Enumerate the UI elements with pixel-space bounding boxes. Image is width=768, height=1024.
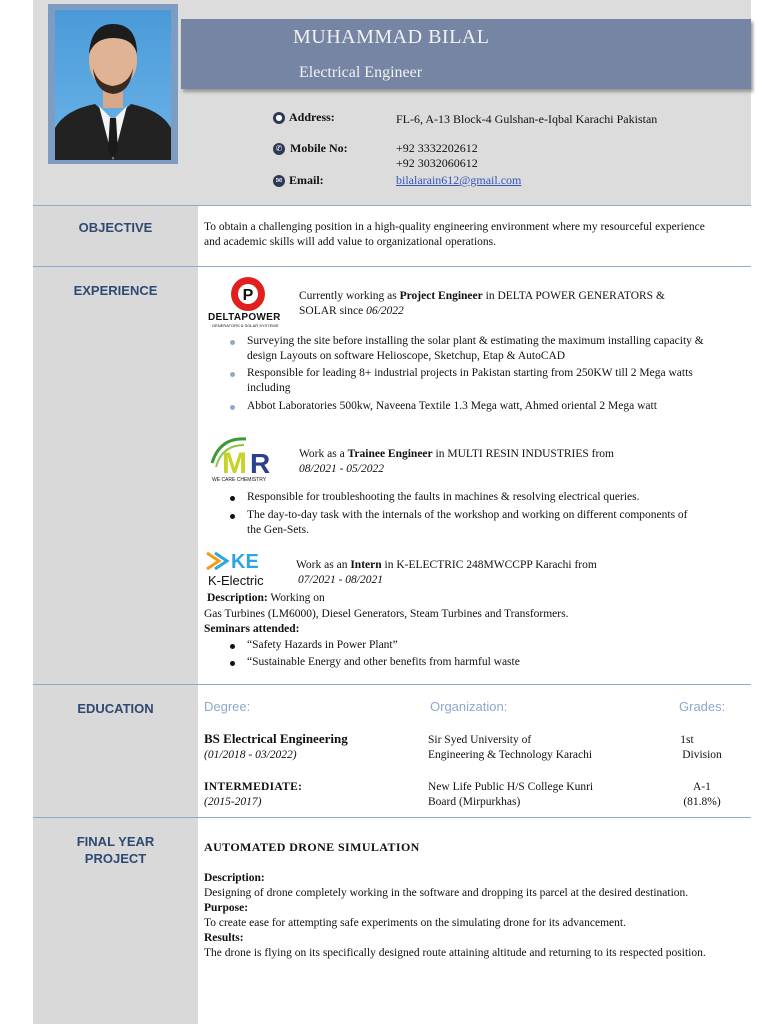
- job2-heading: Work as a Trainee Engineer in MULTI RESIN INDUSTRIES from 08/2021 - 05/2022: [299, 448, 614, 475]
- project-heading-line1: FINAL YEAR: [76, 834, 155, 849]
- edu-grade-2a: A-1: [693, 781, 711, 793]
- edu-grade-2b: (81.8%): [683, 796, 721, 808]
- project-results-label: Results:: [204, 932, 244, 944]
- section-divider: [33, 684, 198, 685]
- edu-org-1a: Sir Syed University of: [428, 734, 532, 746]
- svg-text:KE: KE: [231, 551, 259, 573]
- objective-text: To obtain a challenging position in a high-quality engineering environment where my resourceful experience and academic skills will add value to organizational operations.: [204, 221, 705, 248]
- project-title: AUTOMATED DRONE SIMULATION: [204, 840, 420, 854]
- education-heading: EDUCATION: [77, 701, 154, 716]
- address-value: FL-6, A-13 Block-4 Gulshan-e-Iqbal Karachi Pakistan: [396, 112, 658, 126]
- education-col-grades: Grades:: [679, 699, 726, 714]
- project-details: [204, 871, 729, 961]
- deltapower-tagline: GENERATORS & SOLAR SYSTEMS: [212, 323, 279, 328]
- edu-dates-2: (2015-2017): [204, 796, 262, 808]
- deltapower-wordmark: DELTAPOWER: [208, 312, 281, 323]
- edu-grade-1b: Division: [682, 749, 722, 761]
- section-divider: [33, 205, 198, 206]
- mobile-label: Mobile No:: [290, 141, 348, 155]
- edu-degree-1: BS Electrical Engineering: [204, 731, 348, 746]
- address-label: Address:: [289, 110, 335, 124]
- job1-heading: Currently working as Project Engineer in DELTA POWER GENERATORS & SOLAR since 06/2022: [299, 290, 665, 317]
- edu-grade-1a: 1st: [680, 734, 694, 746]
- email-label: Email:: [289, 173, 324, 187]
- experience-heading: EXPERIENCE: [73, 283, 158, 298]
- location-pin-icon: ●: [273, 112, 285, 124]
- phone-icon: ✆: [273, 143, 285, 155]
- edu-degree-2: INTERMEDIATE:: [204, 781, 303, 793]
- email-icon: ✉: [273, 175, 285, 187]
- k-electric-logo: [205, 549, 285, 573]
- section-divider: [33, 817, 198, 818]
- list-item: “Sustainable Energy and other benefits from harmful waste: [225, 655, 695, 670]
- svg-text:M: M: [222, 447, 247, 480]
- job3-description-label-row: Description: Working on: [207, 592, 325, 604]
- education-col-degree: Degree:: [204, 699, 251, 714]
- section-divider: [33, 266, 198, 267]
- edu-org-2a: New Life Public H/S College Kunri: [428, 781, 594, 793]
- k-electric-wordmark: K-Electric: [208, 573, 264, 588]
- mobile-number-2: +92 3032060612: [396, 156, 478, 170]
- project-purpose: To create ease for attempting safe experiments on the simulating drone for its advancement.: [204, 917, 626, 929]
- job1-bullets: [225, 334, 725, 414]
- edu-dates-1: (01/2018 - 03/2022): [204, 749, 297, 761]
- job3-seminars-label: Seminars attended:: [204, 623, 300, 635]
- section-sidebar: [33, 205, 198, 1024]
- profile-photo: [55, 10, 171, 160]
- section-divider: [198, 684, 751, 685]
- education-col-organization: Organization:: [430, 699, 508, 714]
- list-item: Responsible for leading 8+ industrial projects in Pakistan starting from 250KW till 2 Mega watts including: [225, 366, 725, 396]
- section-divider: [198, 817, 751, 818]
- project-purpose-label: Purpose:: [204, 902, 249, 914]
- project-results: The drone is flying on its specifically designed route attaining altitude and returning to its respected position.: [204, 947, 706, 959]
- job3-description: Gas Turbines (LM6000), Diesel Generators, Steam Turbines and Transformers.: [204, 608, 569, 620]
- job3-seminars: [225, 638, 695, 670]
- candidate-title: Electrical Engineer: [299, 64, 423, 81]
- project-description: Designing of drone completely working in the software and dropping its parcel at the desired destination.: [204, 887, 689, 899]
- list-item: Abbot Laboratories 500kw, Naveena Textile 1.3 Mega watt, Ahmed oriental 2 Mega watt: [225, 399, 725, 414]
- job2-bullets: [225, 490, 695, 538]
- svg-text:P: P: [242, 287, 254, 304]
- edu-org-2b: Board (Mirpurkhas): [428, 796, 521, 808]
- list-item: Surveying the site before installing the solar plant & estimating the maximum installing capacity & design Layouts on software Helioscope, Sketchup, Etap & AutoCAD: [225, 334, 725, 364]
- edu-org-1b: Engineering & Technology Karachi: [428, 749, 593, 761]
- list-item: “Safety Hazards in Power Plant”: [225, 638, 695, 653]
- section-divider: [198, 205, 751, 206]
- section-divider: [198, 266, 751, 267]
- candidate-name: MUHAMMAD BILAL: [293, 26, 490, 48]
- multi-resin-tagline: WE CARE CHEMISTRY: [212, 477, 267, 483]
- list-item: Responsible for troubleshooting the faults in machines & resolving electrical queries.: [225, 490, 695, 505]
- svg-text:R: R: [250, 448, 271, 479]
- email-link[interactable]: bilalarain612@gmail.com: [396, 173, 522, 187]
- project-heading-line2: PROJECT: [84, 851, 147, 866]
- objective-heading: OBJECTIVE: [78, 220, 153, 235]
- list-item: The day-to-day task with the internals of the workshop and working on different components of the Gen-Sets.: [225, 508, 695, 538]
- mobile-number-1: +92 3332202612: [396, 141, 478, 155]
- job3-heading: Work as an Intern in K-ELECTRIC 248MWCCPP Karachi from 07/2021 - 08/2021: [296, 559, 597, 586]
- project-description-label: Description:: [204, 872, 265, 884]
